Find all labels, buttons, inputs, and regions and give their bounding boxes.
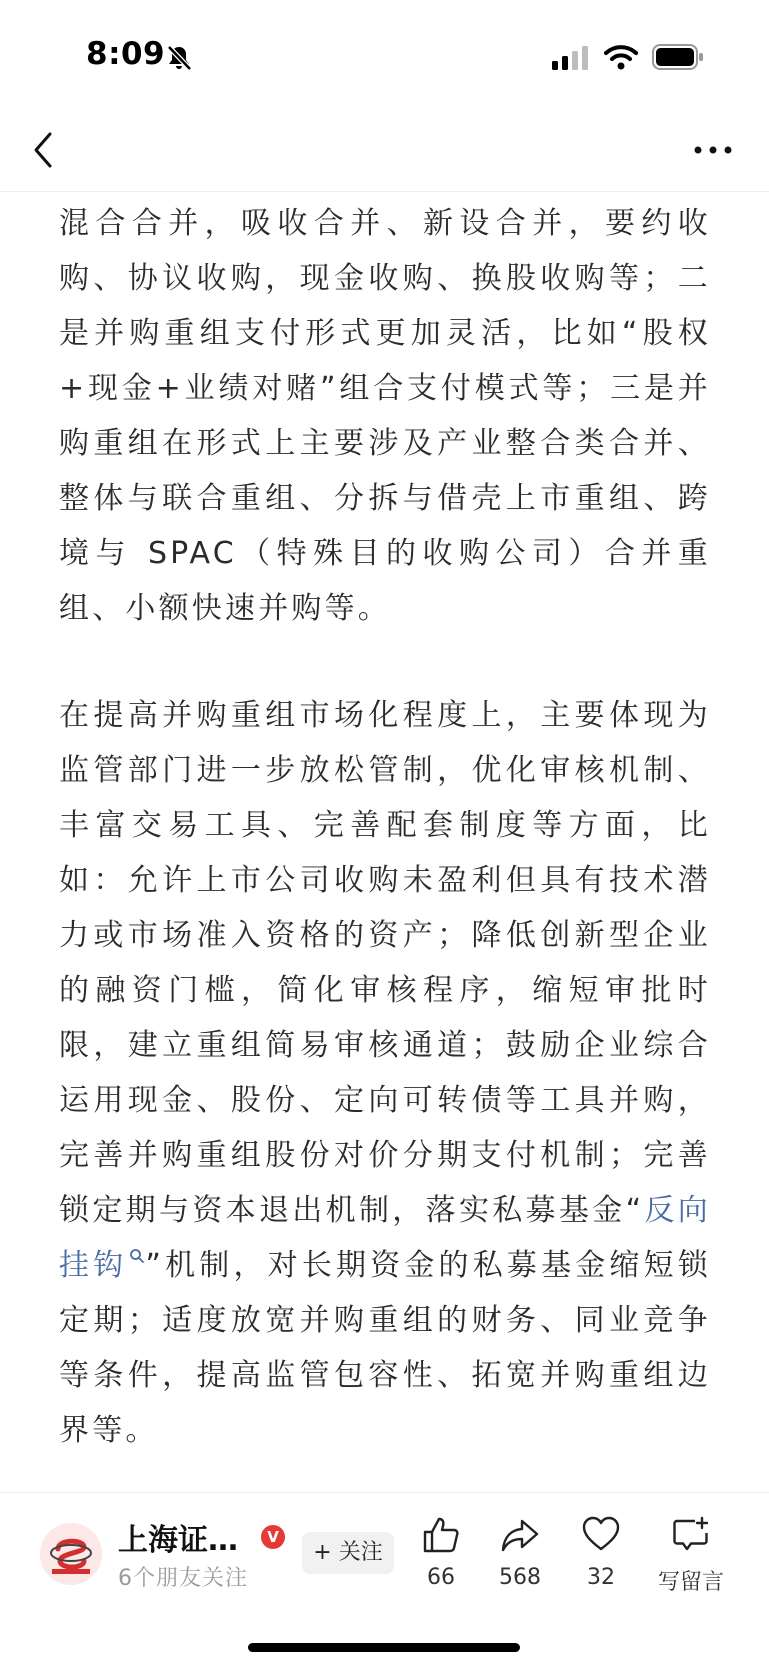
article-body	[59, 196, 711, 1510]
share-arrow-icon	[500, 1515, 540, 1555]
friends-following-text: 6个朋友关注	[118, 1566, 248, 1591]
favorite-button[interactable]	[556, 1515, 646, 1590]
home-indicator[interactable]	[248, 1643, 520, 1652]
wifi-icon	[604, 43, 638, 71]
nav-bar	[0, 110, 769, 192]
share-count: 568	[499, 1565, 541, 1590]
share-button[interactable]	[475, 1515, 565, 1590]
bell-slash-icon	[165, 44, 193, 72]
battery-icon	[652, 44, 704, 70]
like-button[interactable]	[396, 1515, 486, 1590]
account-avatar[interactable]	[40, 1523, 102, 1585]
status-bar	[0, 0, 769, 110]
status-time: 8:09	[86, 36, 166, 72]
write-comment-button[interactable]	[646, 1515, 736, 1596]
favorite-count: 32	[587, 1565, 615, 1590]
write-comment-label: 写留言	[657, 1570, 724, 1595]
like-count: 66	[427, 1565, 455, 1590]
article-text: 在提高并购重组市场化程度上，主要体现为监管部门进一步放松管制，优化审核机制、丰富交易工具、完善配套制度等方面，比如：允许上市公司收购未盈利但具有技术潜力或市场准入资格的资产；降低创新型企业的融资门槛，简化审核程序，缩短审批时限，建立重组简易审核通道；鼓励企业综合运用现金、股份、定向可转债等工具并购，完善并购重组股份对价分期支付机制；完善锁定期与资本退出机制，落实私募基金“	[59, 698, 711, 1228]
more-dots-icon[interactable]	[692, 140, 734, 160]
follow-button[interactable]: + 关注	[302, 1532, 394, 1574]
article-text: ”机制，对长期资金的私募基金缩短锁定期；适度放宽并购重组的财务、同业竞争等条件，提高监管包容性、拓宽并购重组边界等。	[59, 1248, 711, 1448]
article-paragraph: 混合合并，吸收合并、新设合并，要约收购、协议收购，现金收购、换股收购等；二是并购重组支付形式更加灵活，比如“股权+现金+业绩对赌”组合支付模式等；三是并购重组在形式上主要涉及产业整合类合并、整体与联合重组、分拆与借壳上市重组、跨境与 SPAC（特殊目的收购公司）合并重组、小额快速并购等。	[59, 206, 711, 626]
heart-icon	[581, 1515, 621, 1555]
keyword-link-text[interactable]: 反向挂钩	[59, 1193, 711, 1283]
bottom-action-bar	[0, 1492, 769, 1665]
account-logo-icon	[40, 1523, 102, 1585]
search-icon	[129, 1248, 145, 1264]
article-paragraph	[59, 688, 711, 1458]
thumbs-up-icon	[421, 1515, 461, 1555]
verified-badge: V	[261, 1525, 285, 1549]
comment-add-icon	[671, 1515, 711, 1555]
account-name[interactable]: 上海证…	[118, 1523, 238, 1558]
signal-icon	[552, 46, 588, 70]
chevron-left-icon[interactable]	[28, 130, 58, 170]
